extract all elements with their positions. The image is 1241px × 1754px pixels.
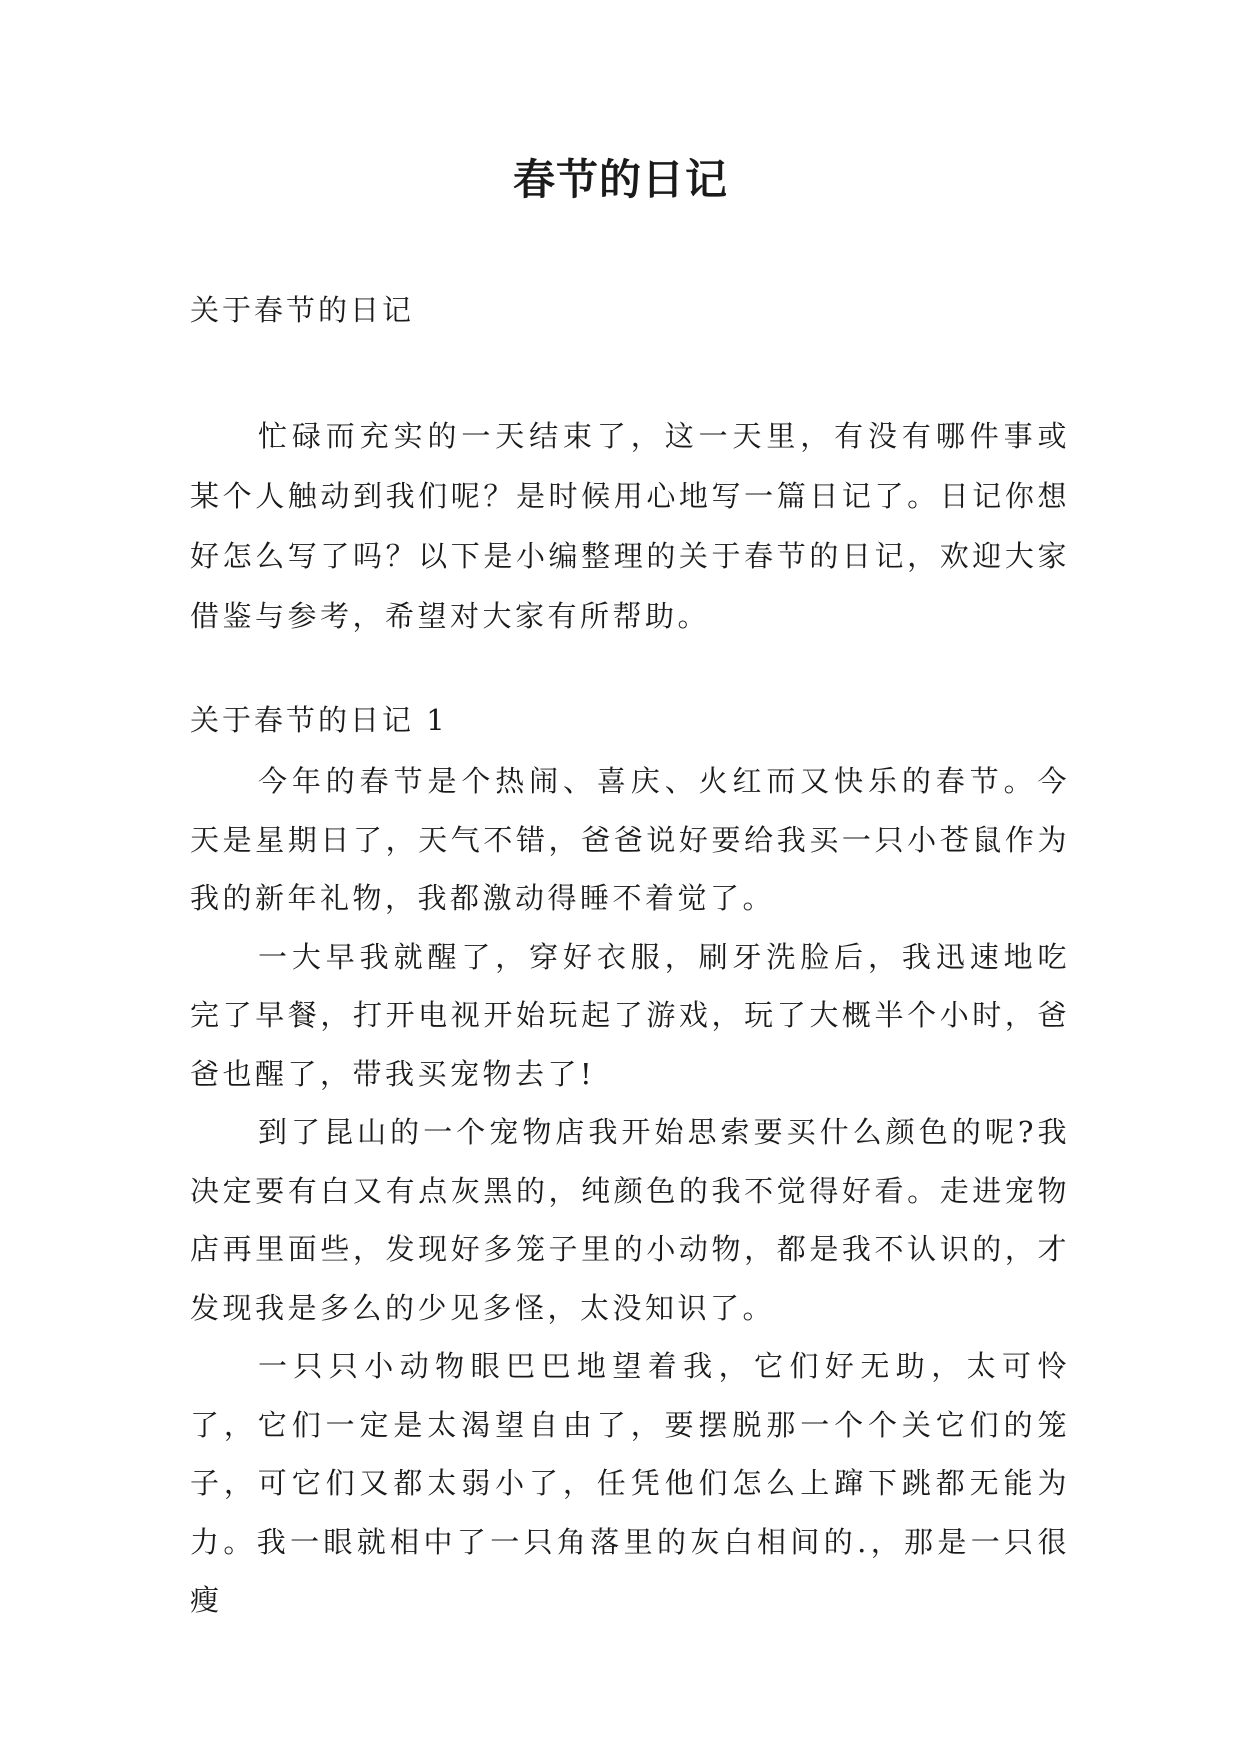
diary-body [190,752,1070,1630]
document-subtitle: 关于春节的日记 [190,293,415,327]
document-title: 春节的日记 [512,155,728,204]
section-heading: 关于春节的日记 1 [190,703,448,737]
diary-paragraph: 一大早我就醒了，穿好衣服，刷牙洗脸后，我迅速地吃完了早餐，打开电视开始玩起了游戏，玩了大概半个小时，爸爸也醒了，带我买宠物去了! [190,939,1070,1091]
diary-paragraph: 到了昆山的一个宠物店我开始思索要买什么颜色的呢?我决定要有白又有点灰黑的，纯颜色的我不觉得好看。走进宠物店再里面些，发现好多笼子里的小动物，都是我不认识的，才发现我是多么的少见多怪，太没知识了。 [190,1115,1070,1325]
diary-paragraph: 一只只小动物眼巴巴地望着我，它们好无助，太可怜了，它们一定是太渴望自由了，要摆脱那一个个关它们的笼子，可它们又都太弱小了，任凭他们怎么上蹿下跳都无能为力。我一眼就相中了一只角落里的灰白相间的.，那是一只很瘦 [190,1349,1070,1617]
intro-paragraph: 忙碌而充实的一天结束了，这一天里，有没有哪件事或某个人触动到我们呢？是时候用心地写一篇日记了。日记你想好怎么写了吗？以下是小编整理的关于春节的日记，欢迎大家借鉴与参考，希望对大家有所帮助。 [190,419,1070,633]
diary-paragraph: 今年的春节是个热闹、喜庆、火红而又快乐的春节。今天是星期日了，天气不错，爸爸说好要给我买一只小苍鼠作为我的新年礼物，我都激动得睡不着觉了。 [190,764,1070,915]
